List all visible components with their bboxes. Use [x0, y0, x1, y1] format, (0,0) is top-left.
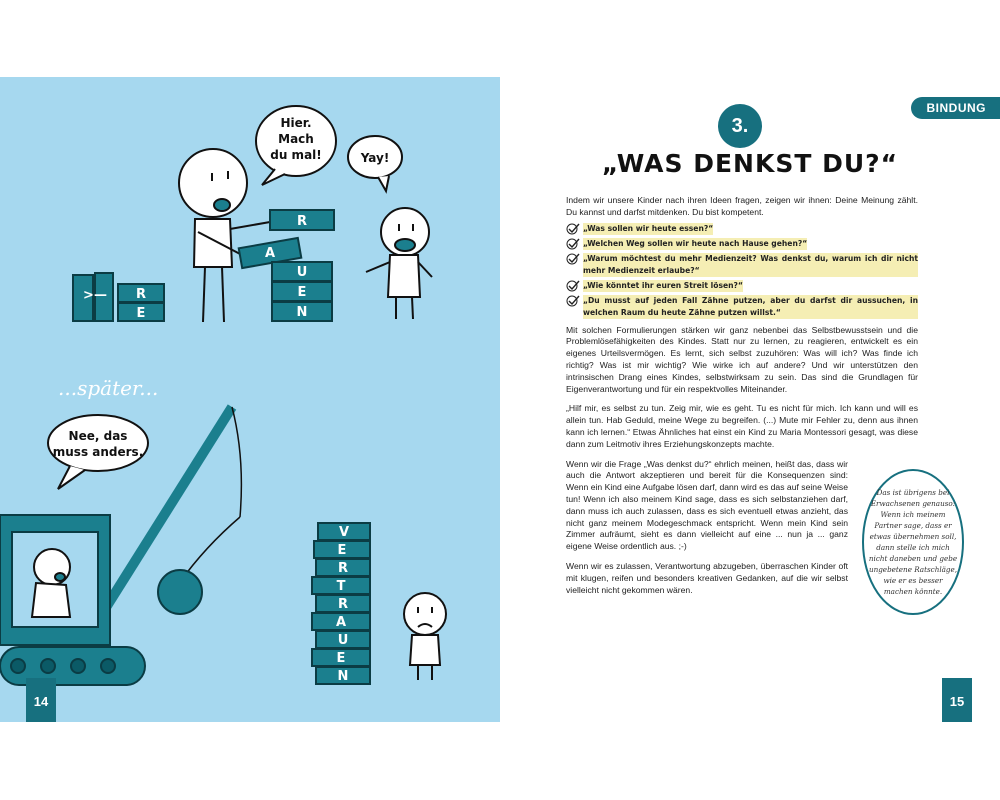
tower-block-4: T — [336, 579, 346, 594]
left-page — [0, 77, 500, 722]
question-text: „Wie könntet ihr euren Streit lösen?“ — [583, 280, 743, 290]
tower-block-6: A — [335, 615, 347, 630]
bubble3-line2: muss anders. — [52, 445, 144, 459]
block-stack-u: U — [296, 265, 308, 280]
question-text: „Welchen Weg sollen wir heute nach Hause gehen?“ — [583, 238, 808, 248]
later-caption: ...später... — [58, 376, 159, 400]
chapter-title: „WAS DENKST DU?“ — [601, 149, 899, 178]
question-item — [566, 238, 918, 250]
question-list — [566, 223, 918, 319]
page-number-right: 15 — [942, 678, 972, 722]
block-stack-r: R — [296, 214, 308, 229]
block-scatter-3: E — [136, 306, 146, 321]
speech-bubble-nee — [48, 415, 148, 489]
block-stack-a: A — [264, 246, 276, 261]
question-text: „Was sollen wir heute essen?“ — [583, 223, 714, 233]
speech-bubble-yay — [348, 136, 402, 191]
question-item — [566, 280, 918, 292]
chapter-number: 3. — [718, 104, 762, 148]
paragraph-skills: Mit solchen Formulierungen stärken wir ganz nebenbei das Selbstbewusstsein und die Problemlösefähigkeiten des Kindes. Statt nur zu lernen, zu reagieren, entwickelt es ein eigenes Urteilsvermögen. Es lernt, sich selbst zuzuhören: Was will ich? Was finde ich richtig? Was ist mir wichtig? Wie wirke ich auf andere? Und wir unterstützen den intrinsischen Drang eines Kindes, selbstwirksam zu sein. Das sind die Grundlagen für Eigenverantwortung und für ein respektvolles Miteinander. — [566, 324, 918, 394]
intro-paragraph: Indem wir unsere Kinder nach ihren Ideen fragen, zeigen wir ihnen: Deine Meinung zählt. Du kannst und darfst mitdenken. Du bist kompetent. — [566, 195, 918, 217]
question-text: „Warum möchtest du mehr Medienzeit? Was denkst du, warum ich dir nicht mehr Medienzeit erlaube?“ — [583, 253, 918, 275]
block-stack-n: N — [296, 305, 308, 320]
question-item — [566, 253, 918, 277]
bubble3-line1: Nee, das — [68, 429, 128, 443]
check-circle-icon — [566, 223, 580, 235]
bubble1-line1: Hier. — [280, 116, 312, 130]
section-tab: BINDUNG — [911, 97, 1000, 119]
check-circle-icon — [566, 238, 580, 250]
bubble1-line2: Mach — [278, 132, 314, 146]
check-circle-icon — [566, 253, 580, 265]
bubble1-line3: du mal! — [270, 148, 322, 162]
scattered-blocks — [73, 273, 164, 321]
illustration — [0, 77, 500, 722]
block-scatter-2: R — [135, 287, 147, 302]
block-stack-e: E — [297, 285, 307, 300]
block-scatter-1: >— — [83, 288, 107, 303]
tower-block-8: E — [336, 651, 346, 666]
page-number-left: 14 — [26, 678, 56, 722]
montessori-quote: „Hilf mir, es selbst zu tun. Zeig mir, wie es geht. Tu es nicht für mich. Ich kann und will es allein tun. Hab Geduld, meine Wege zu begreifen. (...) Mute mir Fehler zu, denn aus ihnen kann ich lernen.“ Etwas Ähnliches hat einst ein Kind zu Maria Montessori gesagt, was diese dann zum Leitmotiv ihres Erziehungskonzepts machte. — [566, 403, 918, 449]
bubble2-text: Yay! — [360, 151, 390, 165]
check-circle-icon — [566, 295, 580, 307]
tower-block-1: V — [338, 525, 350, 540]
sad-child-figure — [404, 593, 446, 680]
speech-bubble-hier — [256, 106, 336, 185]
question-item — [566, 295, 918, 319]
adult-figure — [179, 149, 270, 322]
tower-block-3: R — [337, 561, 349, 576]
paragraph-responsibility: Wenn wir es zulassen, Verantwortung abzugeben, überraschen Kinder oft mit klugen, reifen und besonders kreativen Gedanken, auf die wir selbst vielleicht nicht gekommen wären. — [566, 560, 848, 595]
vertrauen-tower — [312, 523, 370, 684]
child-figure — [366, 208, 432, 319]
tower-block-2: E — [337, 543, 347, 558]
side-note-bubble — [860, 467, 966, 617]
check-circle-icon — [566, 280, 580, 292]
tower-block-5: R — [337, 597, 349, 612]
tower-block-9: N — [337, 669, 349, 684]
question-text: „Du musst auf jeden Fall Zähne putzen, aber du darfst dir aussuchen, in welchen Raum du heute Zähne putzen willst.“ — [583, 295, 918, 317]
tower-block-7: U — [337, 633, 349, 648]
right-page — [500, 77, 1000, 722]
question-item — [566, 223, 918, 235]
side-note-text: Das ist übrigens bei Erwachsenen genauso: Wenn ich meinem Partner sage, dass er etwas übernehmen soll, dann stelle ich mich nicht daneben und gebe ungebetene Ratschläge, wie er es besser machen könnte. — [868, 488, 958, 596]
stack-blocks — [239, 210, 334, 321]
paragraph-consequences: Wenn wir die Frage „Was denkst du?“ ehrlich meinen, heißt das, dass wir auch die Antwort akzeptieren und bereit für die Konsequenzen sind: Wenn ein Kind eine Aufgabe lösen darf, dann wird es das auf seine Weise tun! Wenn ich also meinem Kind sage, dass es sich selbstanziehen darf, dann muss ich auch zulassen, dass es sich eventuell etwas anzieht, das nicht ganz meinem Modegeschmack entspricht. Wenn mein Kind sein Zimmer aufräumt, sieht es dann vielleicht auf eine ... nun ja ... ganz eigene Weise ordentlich aus. ;-) — [566, 458, 848, 552]
